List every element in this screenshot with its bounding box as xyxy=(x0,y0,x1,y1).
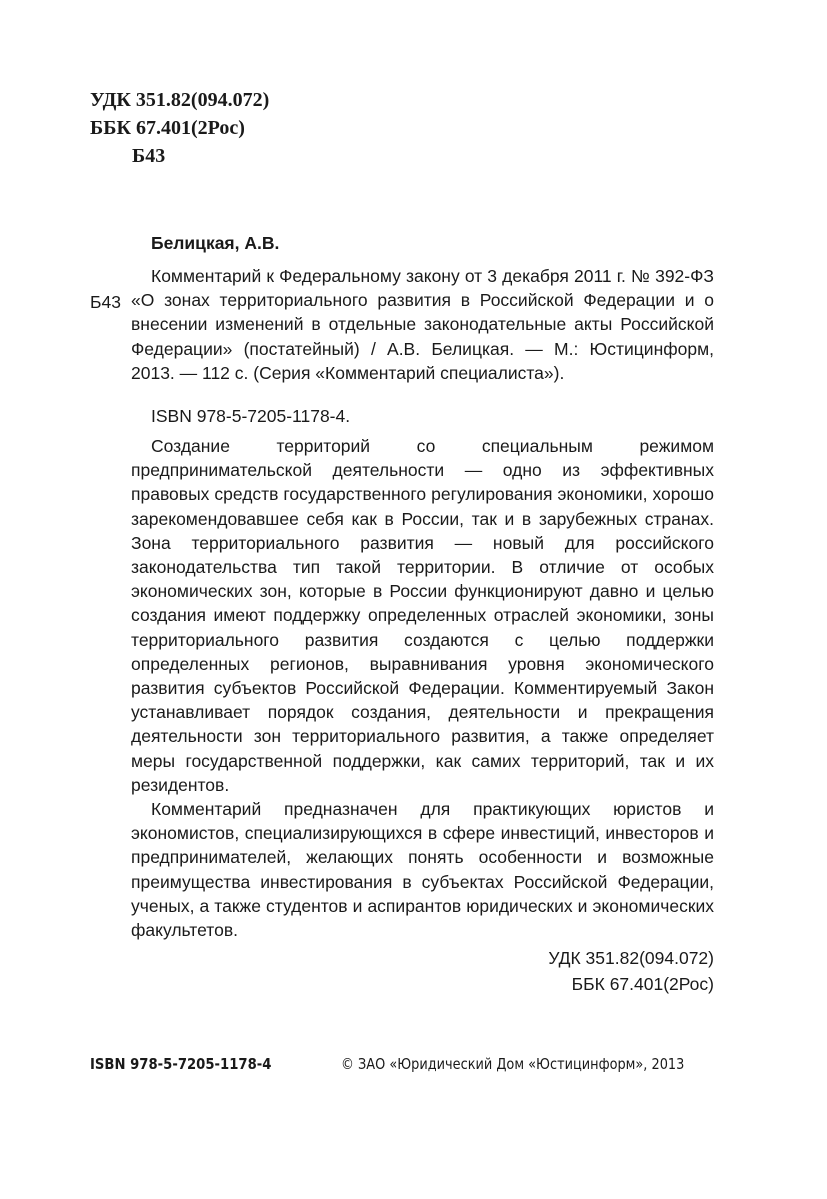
copyright-notice: © ЗАО «Юридический Дом «Юстицинформ», 2013 xyxy=(341,1055,685,1073)
abstract-paragraph: Создание территорий со специальным режимом предпринимательской деятельности — одно из эффективных правовых средств государственного регулирования экономики, хорошо зарекомендовавшее себя как в России, так и в зарубежных странах. Зона территориального развития — новый для российского законодательства тип такой территории. В отличие от особых экономических зон, которые в России функционируют давно и целью создания имеют поддержку определенных отраслей экономики, зоны территориального развития создаются с целью поддержки определенных регионов, выравнивания уровня экономического развития субъектов Российской Федерации. Комментируемый Закон устанавливает порядок создания, деятельности и прекращения деятельности зон территориального развития, а также определяет меры государственной поддержки, как самих территорий, так и их резидентов. xyxy=(131,436,714,795)
author-mark: Б43 xyxy=(132,145,166,167)
abstract-paragraph: Комментарий предназначен для практикующих юристов и экономистов, специализирующихся в сфере инвестиций, инвесторов и предпринимателей, желающих понять особенности и возможные преимущества инвестирования в субъектах Российской Федерации, ученых, а также студентов и аспирантов юридических и экономических факультетов. xyxy=(131,799,714,941)
abstract xyxy=(131,434,714,942)
author-name: Белицкая, А.В. xyxy=(151,233,280,253)
bbk-code-bottom: ББК 67.401(2Рос) xyxy=(571,974,714,994)
classification-codes-bottom xyxy=(548,945,714,997)
udk-code-bottom: УДК 351.82(094.072) xyxy=(548,948,714,968)
udk-code: УДК 351.82(094.072) xyxy=(90,89,270,111)
bbk-code: ББК 67.401(2Рос) xyxy=(90,117,245,139)
side-author-mark: Б43 xyxy=(90,292,121,312)
classification-codes-top xyxy=(90,86,269,170)
bibliographic-description: Комментарий к Федеральному закону от 3 декабря 2011 г. № 392-ФЗ «О зонах территориального развития в Российской Федерации и о внесении изменений в отдельные законодательные акты Российской Федерации» (постатейный) / А.В. Белицкая. — М.: Юстицинформ, 2013. — 112 с. (Серия «Комментарий специалиста»). xyxy=(131,266,714,383)
isbn-line: ISBN 978-5-7205-1178-4. xyxy=(151,406,351,426)
footer-isbn: ISBN 978-5-7205-1178-4 xyxy=(90,1055,272,1073)
